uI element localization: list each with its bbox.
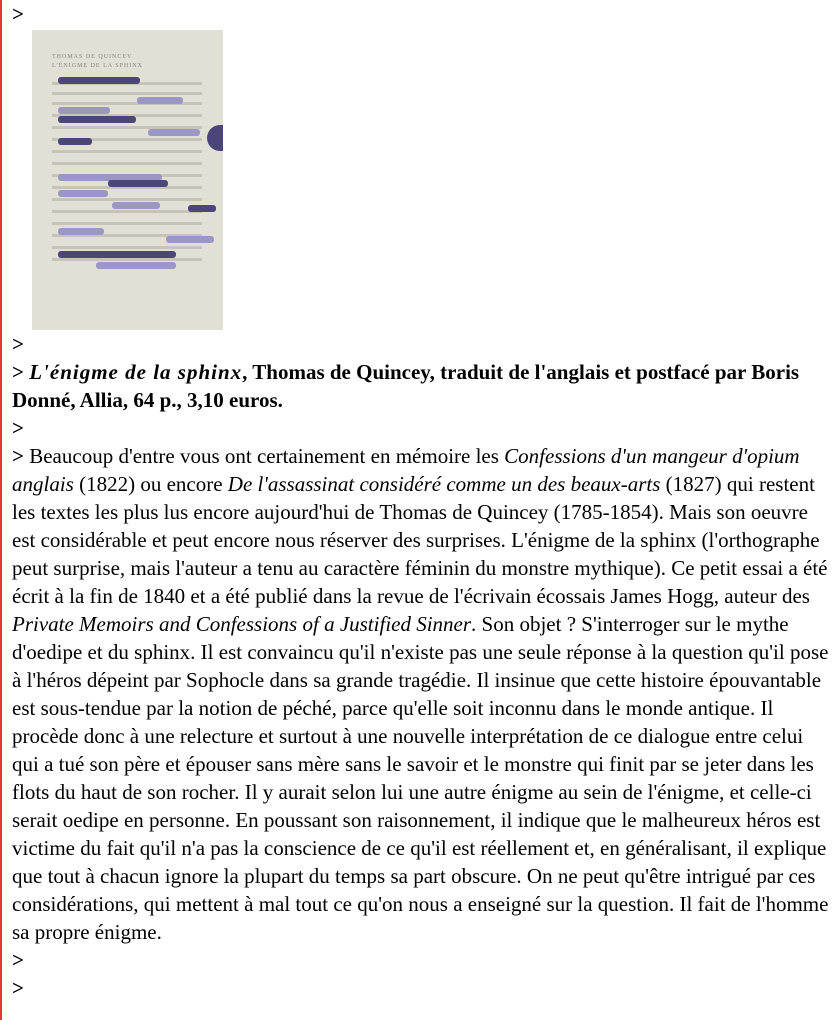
quote-marker: > [12, 948, 24, 972]
review-text: (1827) qui restent les textes les plus lus encore aujourd'hui de Thomas de Quincey (1785-1854). Mais son oeuvre est considérable et peut encore nous réserver des surprises. L'énigme de la sphinx (l'orthographe peut surprise, mais l'auteur a tenu au caractère féminin du monstre mythique). Ce petit essai a été écrit à la fin de 1840 et a été publié dans la revue de l'écrivain écossais James Hogg, auteur des [12, 472, 828, 608]
cover-author: THOMAS DE QUINCEY [52, 54, 133, 60]
cover-highlight-bar [108, 180, 168, 187]
cover-highlight-bar [58, 77, 140, 84]
cover-highlight-bar [148, 129, 200, 136]
quote-marker: > [12, 2, 24, 26]
email-quoted-body [12, 0, 832, 1002]
cover-text-line [52, 258, 202, 261]
review-text: . Son objet ? S'interroger sur le mythe d'oedipe et du sphinx. Il est convaincu qu'il n'existe pas une seule réponse à la question qu'il pose à l'héros dépeint par Sophocle dans sa grande tragédie. Il insinue que cette histoire épouvantable est sous-tendue par la notion de péché, parce qu'elle soit inconnu dans le monde antique. Il procède donc à une relecture et surtout à une nouvelle interprétation de ce dialogue entre celui qui a tué son père et épouser sans mère sans le savoir et le monstre qui finit par se jeter dans les flots du haut de son rocher. Il y aurait selon lui une autre énigme au sein de l'énigme, et celle-ci serait oedipe en personne. En poussant son raisonnement, il indique que le malheureux héros est victime du fait qu'il n'a pas la conscience de ce qu'il est réellement et, en généralisant, il explique que tout à chacun ignore la plupart du temps sa part obscure. On ne peut qu'être intrigué par ces considérations, qui mettent à mal tout ce qu'on nous a enseigné sur la question. Il fait de l'homme sa propre énigme. [12, 612, 829, 944]
cover-highlight-bar [58, 107, 110, 114]
cover-highlight-bar [112, 202, 160, 209]
review-text: Beaucoup d'entre vous ont certainement en mémoire les [29, 444, 505, 468]
book-reference [12, 358, 832, 414]
cover-tab-mark [207, 125, 223, 151]
cover-text-line [52, 222, 202, 225]
cover-highlight-bar [188, 205, 216, 212]
cover-highlight-bar [58, 190, 108, 197]
cover-highlight-bar [58, 251, 176, 258]
quote-marker: > [12, 444, 24, 468]
cover-text-line [52, 92, 202, 95]
cited-title: De l'assassinat considéré comme un des beaux-arts [227, 472, 661, 496]
cover-highlight-bar [96, 262, 176, 269]
quote-marker: > [12, 360, 24, 384]
cover-highlight-bar [137, 97, 183, 104]
review-paragraph [12, 442, 832, 946]
book-details: , Thomas de Quincey, traduit de l'anglais et postfacé par Boris Donné, Allia, 64 p., 3,10 euros. [12, 360, 800, 412]
quote-marker: > [12, 332, 24, 356]
cover-title: L'ÉNIGME DE LA SPHINX [52, 63, 143, 69]
cover-highlight-bar [58, 116, 136, 123]
book-title: L'énigme de la sphinx [29, 360, 243, 384]
cover-text-line [52, 210, 202, 213]
review-text: (1822) ou encore [73, 472, 228, 496]
quote-marker: > [12, 976, 24, 1000]
cover-highlight-bar [58, 138, 92, 145]
book-cover-image [32, 30, 223, 330]
cover-text-line [52, 246, 202, 249]
cover-text-line [52, 150, 202, 153]
cover-highlight-bar [166, 236, 214, 243]
cover-text-line [52, 198, 202, 201]
quote-border [0, 0, 2, 1020]
cited-title: Private Memoirs and Confessions of a Justified Sinner [12, 612, 472, 636]
cover-text-line [52, 162, 202, 165]
cited-title: Confessions d'un mangeur d'opium anglais [12, 444, 800, 496]
quote-marker: > [12, 416, 24, 440]
cover-highlight-bar [58, 228, 104, 235]
